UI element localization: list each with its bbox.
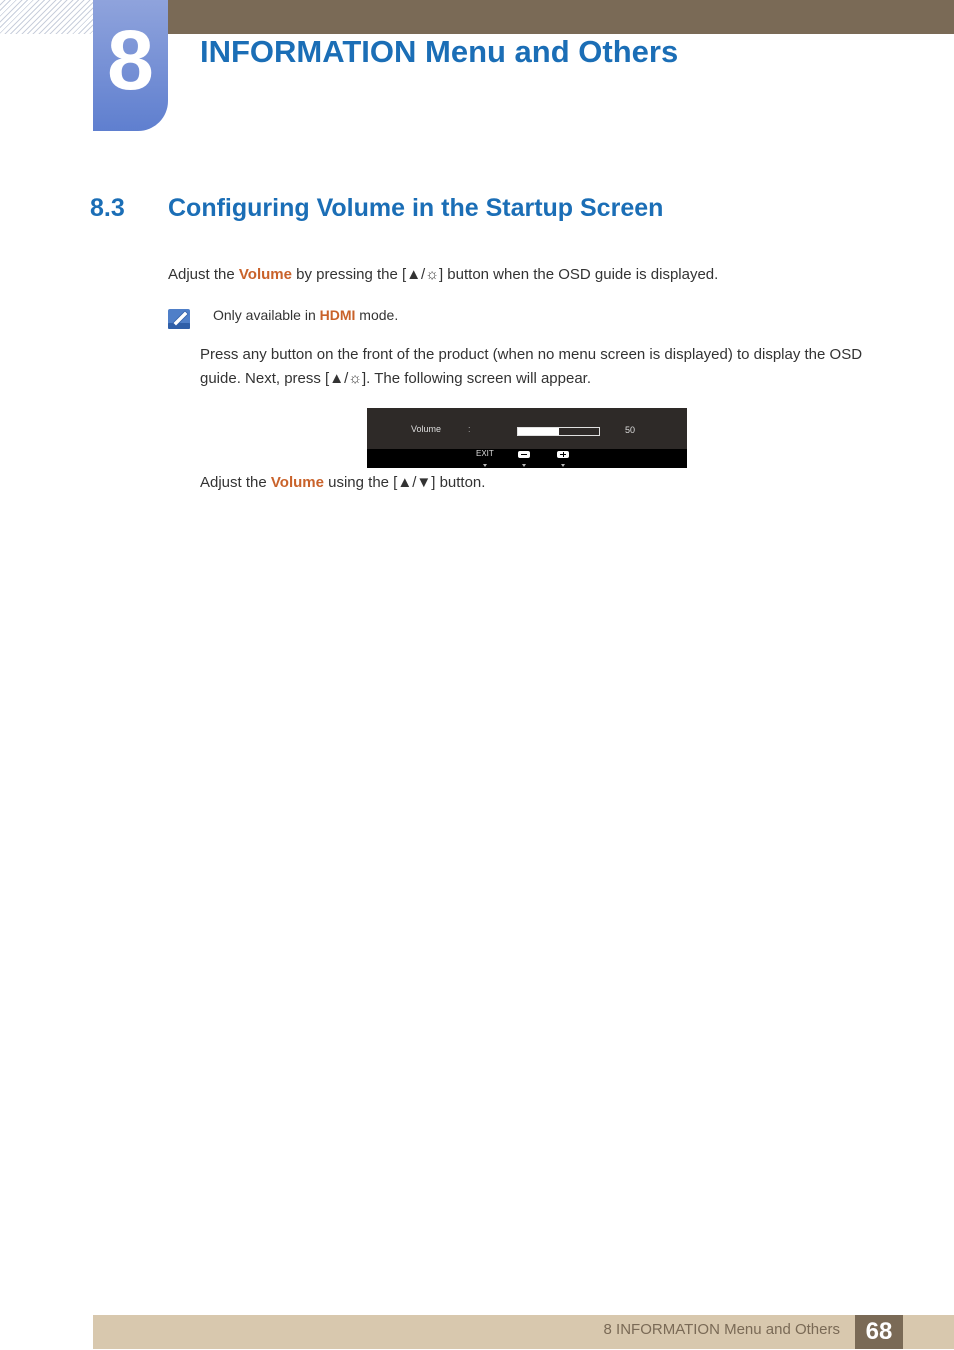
header-bar: [93, 0, 954, 34]
step2-suffix: ] button.: [431, 474, 486, 491]
step2-middle: using the [: [323, 474, 398, 491]
step2-paragraph: [200, 471, 485, 495]
osd-minus-icon: [518, 451, 530, 458]
step2-prefix: Adjust the: [200, 474, 271, 491]
note-text: [213, 303, 398, 327]
osd-minus-arrow-icon: [522, 464, 526, 467]
step1-paragraph: [200, 343, 862, 391]
intro-suffix: ] button when the OSD guide is displayed.: [438, 266, 719, 283]
intro-paragraph: [168, 263, 718, 287]
intro-prefix: Adjust the: [168, 266, 239, 283]
osd-plus-icon: [557, 451, 569, 458]
intro-middle: by pressing the [: [291, 266, 407, 283]
osd-volume-value: 50: [625, 425, 636, 435]
step2-volume-highlight: Volume: [270, 474, 324, 491]
osd-volume-label: Volume: [411, 424, 442, 434]
osd-exit-arrow-icon: [483, 464, 487, 467]
up-brightness-button-symbol: ▲/☼: [329, 370, 362, 387]
osd-volume-slider: [517, 427, 600, 436]
osd-volume-slider-fill: [518, 428, 559, 435]
section-number: 8.3: [90, 194, 125, 222]
osd-plus-arrow-icon: [561, 464, 565, 467]
step1-line2: [200, 367, 862, 391]
section-title: Configuring Volume in the Startup Screen: [168, 194, 664, 222]
osd-exit-label: EXIT: [476, 449, 494, 458]
up-brightness-button-symbol: ▲/☼: [406, 266, 439, 283]
note-suffix: mode.: [355, 307, 399, 323]
note-pencil-icon: [167, 306, 192, 331]
page-number: 68: [855, 1315, 903, 1349]
footer-chapter-text: 8 INFORMATION Menu and Others: [603, 1321, 840, 1338]
chapter-number-tab: 8: [93, 0, 168, 131]
osd-volume-screenshot: [367, 408, 687, 468]
note-hdmi-highlight: HDMI: [319, 307, 356, 323]
step1-line2-prefix: guide. Next, press [: [200, 370, 330, 387]
step1-line1: Press any button on the front of the product (when no menu screen is displayed) to display the OSD: [200, 346, 863, 363]
up-down-button-symbol: ▲/▼: [397, 474, 432, 491]
intro-volume-highlight: Volume: [238, 266, 292, 283]
step1-line2-suffix: ]. The following screen will appear.: [362, 370, 592, 387]
note-prefix: Only available in: [213, 307, 320, 323]
header-hatch-decoration: [0, 0, 93, 34]
chapter-title: INFORMATION Menu and Others: [200, 34, 679, 69]
osd-separator: :: [468, 424, 471, 434]
